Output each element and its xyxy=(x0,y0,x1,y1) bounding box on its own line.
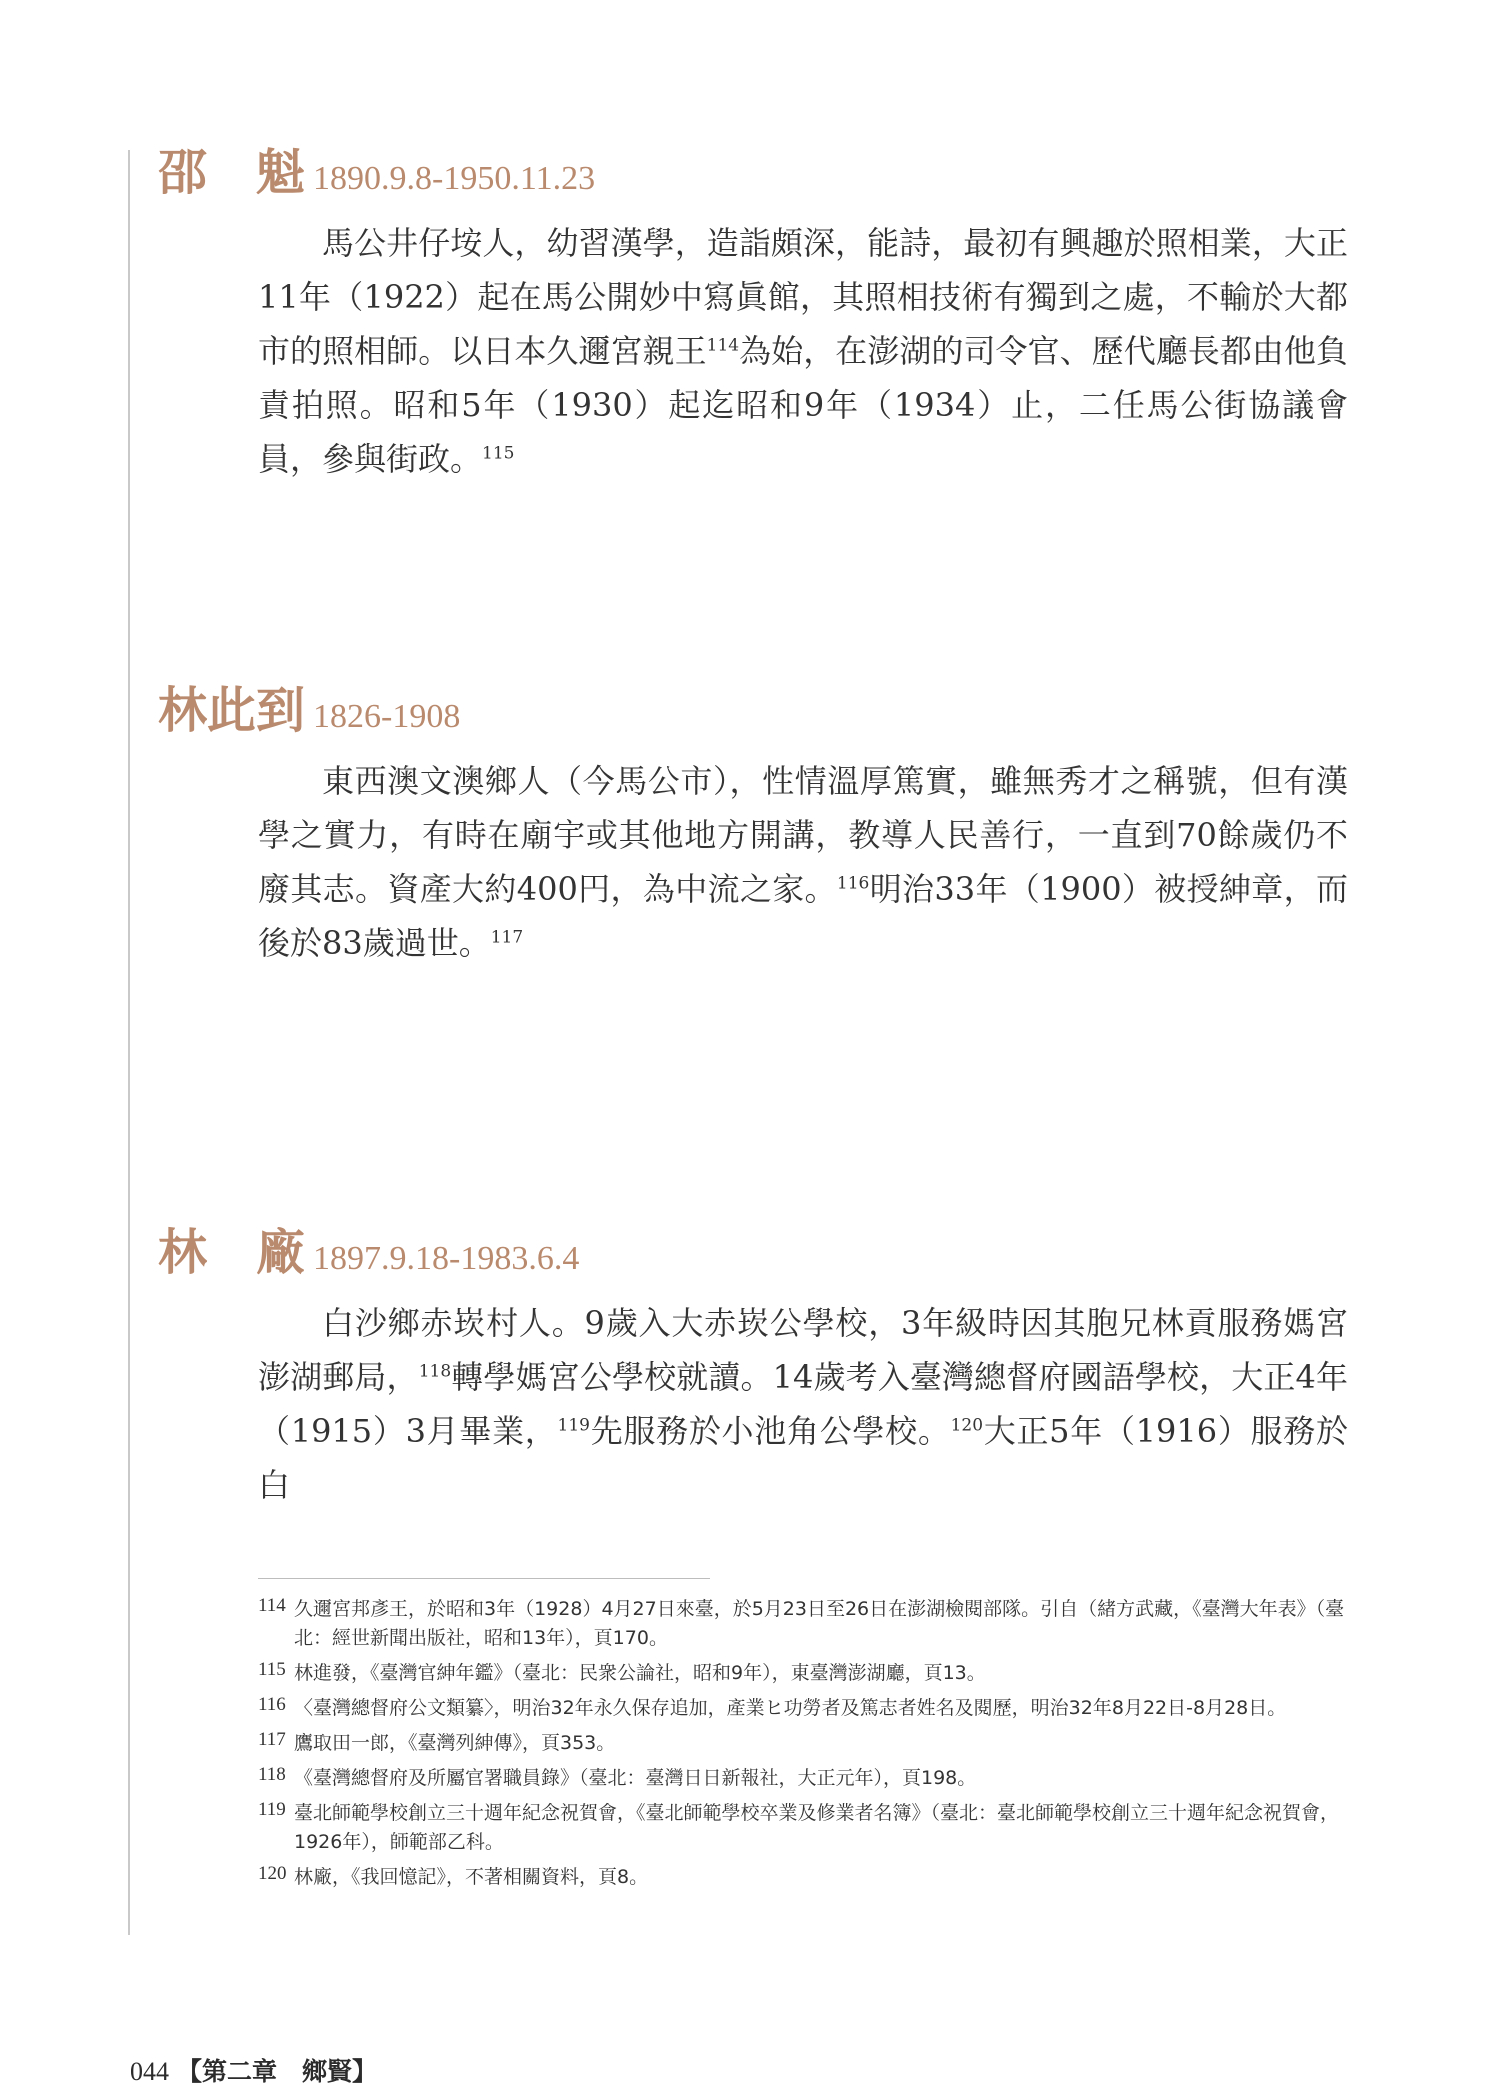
footnote-reference: 119 xyxy=(557,1415,590,1436)
paragraph-text: 轉學媽宮公學校就讀。14歲考入臺灣總督府國語學校，大正4年（1915）3月畢業， xyxy=(258,1358,1348,1450)
entry-body xyxy=(258,216,1348,486)
entry-body xyxy=(258,1296,1348,1512)
footnote-reference: 118 xyxy=(418,1361,452,1382)
paragraph-text: 馬公井仔垵人，幼習漢學，造詣頗深，能詩，最初有興趣於照相業，大正11年（1922）起在馬公開妙中寫眞館，其照相技術有獨到之處，不輸於大都市的照相師。以日本久邇宮親王 xyxy=(258,224,1348,370)
footnote xyxy=(258,1659,1348,1688)
footnote xyxy=(258,1764,1348,1793)
entry-body xyxy=(258,754,1348,970)
footnote-text: 鷹取田一郎，《臺灣列紳傳》，頁353。 xyxy=(294,1732,616,1754)
page-footer xyxy=(130,2052,377,2088)
footnote-number: 115 xyxy=(258,1659,286,1680)
entry-lin-chang xyxy=(158,1223,1348,1512)
footnote-reference: 114 xyxy=(706,335,740,356)
footnotes xyxy=(258,1595,1348,1898)
entry-shao-kui xyxy=(158,143,1348,486)
paragraph-text: 先服務於小池角公學校。 xyxy=(589,1412,951,1450)
footnote-text: 林進發，《臺灣官紳年鑑》（臺北：民衆公論社，昭和9年），東臺灣澎湖廳，頁13。 xyxy=(294,1662,986,1684)
footnote-divider xyxy=(258,1578,710,1579)
entry-name: 林 廠 xyxy=(158,1223,306,1281)
footnote-number: 118 xyxy=(258,1764,286,1785)
entry-dates: 1897.9.18-1983.6.4 xyxy=(313,1240,580,1277)
paragraph-text: 明治33年（1900）被授紳章，而後於83歲過世。 xyxy=(258,870,1348,962)
chapter-title: 【第二章 鄉賢】 xyxy=(176,2057,377,2086)
paragraph-text: 為始，在澎湖的司令官、歷代廳長都由他負責拍照。昭和5年（1930）起迄昭和9年（1934）止，二任馬公街協議會員，參與街政。 xyxy=(258,332,1348,478)
footnote-number: 117 xyxy=(258,1729,286,1750)
footnote-number: 119 xyxy=(258,1799,286,1820)
entry-name: 邵 魁 xyxy=(158,143,306,201)
footnote-reference: 116 xyxy=(836,873,870,894)
footnote-reference: 120 xyxy=(950,1415,984,1436)
paragraph-text: 東西澳文澳鄉人（今馬公市），性情溫厚篤實，雖無秀才之稱號，但有漢學之實力，有時在廟宇或其他地方開講，教導人民善行，一直到70餘歲仍不廢其志。資產大約400円，為中流之家。 xyxy=(258,762,1348,908)
footnote xyxy=(258,1799,1348,1857)
entry-dates: 1890.9.8-1950.11.23 xyxy=(313,160,596,197)
paragraph-text: 白沙鄉赤崁村人。9歲入大赤崁公學校，3年級時因其胞兄林貢服務媽宮澎湖郵局， xyxy=(258,1304,1348,1396)
footnote-text: 久邇宮邦彥王，於昭和3年（1928）4月27日來臺，於5月23日至26日在澎湖檢閱部隊。引自（緒方武藏，《臺灣大年表》（臺北：經世新聞出版社，昭和13年），頁170。 xyxy=(294,1598,1345,1649)
paragraph-text: 大正5年（1916）服務於白 xyxy=(258,1412,1348,1504)
entry-lin-cidao xyxy=(158,681,1348,970)
footnote-text: 林廠，《我回憶記》，不著相關資料，頁8。 xyxy=(294,1866,649,1888)
entry-dates: 1826-1908 xyxy=(313,698,461,735)
footnote-number: 114 xyxy=(258,1595,286,1616)
footnote-reference: 115 xyxy=(482,443,515,464)
footnote-number: 120 xyxy=(258,1863,287,1884)
margin-rule xyxy=(128,150,130,1935)
footnote xyxy=(258,1863,1348,1892)
footnote-text: 臺北師範學校創立三十週年紀念祝賀會，《臺北師範學校卒業及修業者名簿》（臺北：臺北師範學校創立三十週年紀念祝賀會，1926年），師範部乙科。 xyxy=(294,1802,1340,1853)
footnote-text: 〈臺灣總督府公文類纂〉，明治32年永久保存追加，產業ヒ功勞者及篤志者姓名及閱歷，明治32年8月22日-8月28日。 xyxy=(294,1697,1287,1719)
footnote-text: 《臺灣總督府及所屬官署職員錄》（臺北：臺灣日日新報社，大正元年），頁198。 xyxy=(294,1767,977,1789)
footnote xyxy=(258,1729,1348,1758)
footnote xyxy=(258,1595,1348,1653)
page-number: 044 xyxy=(130,2057,169,2086)
footnote-number: 116 xyxy=(258,1694,286,1715)
entry-name: 林此到 xyxy=(158,681,306,739)
footnote-reference: 117 xyxy=(490,927,524,948)
footnote xyxy=(258,1694,1348,1723)
